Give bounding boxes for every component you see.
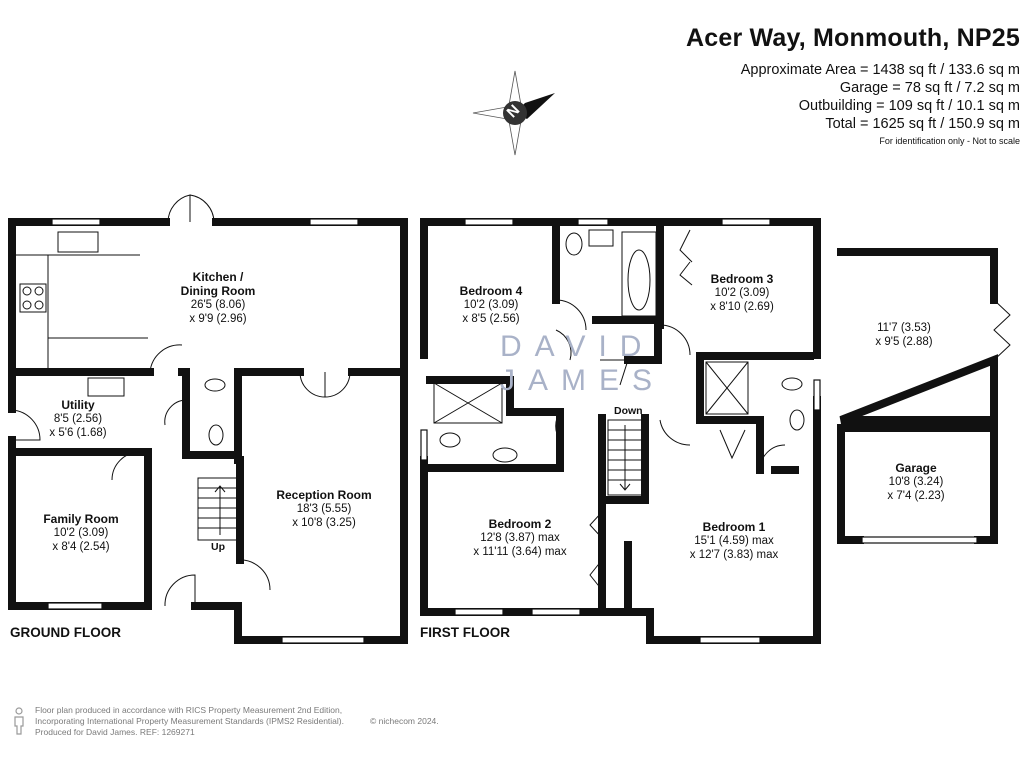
property-title: Acer Way, Monmouth, NP25 bbox=[685, 24, 1020, 52]
copyright: © nichecom 2024. bbox=[370, 716, 439, 726]
kitchen-sink bbox=[58, 232, 98, 252]
bath bbox=[622, 232, 656, 316]
room-utility: Utility 8'5 (2.56) x 5'6 (1.68) bbox=[49, 398, 107, 439]
patio-door-swing bbox=[168, 195, 214, 222]
room-outbuilding: 11'7 (3.53) x 9'5 (2.88) bbox=[875, 322, 933, 348]
wc-toilet bbox=[209, 425, 223, 445]
footer-disclaimer: Floor plan produced in accordance with RICS Property Measurement 2nd Edition, Incorporating International Property Measurement Standards (IPMS2 Residential). Produced for David James. REF: 1269271 © nichecom 2024. bbox=[35, 705, 439, 737]
wc-wall bbox=[186, 372, 238, 460]
bathroom-toilet bbox=[566, 233, 582, 255]
shower-room-toilet bbox=[440, 433, 460, 447]
wc-basin bbox=[205, 379, 225, 391]
stairs-down-label: Down bbox=[614, 405, 643, 417]
room-family: Family Room 10'2 (3.09) x 8'4 (2.54) bbox=[43, 512, 119, 553]
room-kitchen: Kitchen / Dining Room 26'5 (8.06) x 9'9 (2.96) bbox=[180, 270, 256, 325]
room-bedroom-4: Bedroom 4 10'2 (3.09) x 8'5 (2.56) bbox=[459, 284, 523, 325]
bathroom-basin bbox=[589, 230, 613, 246]
first-floor-label: FIRST FLOOR bbox=[420, 625, 510, 640]
room-bedroom-3: Bedroom 3 10'2 (3.09) x 8'10 (2.69) bbox=[710, 272, 774, 313]
identification-note: For identification only - Not to scale bbox=[879, 136, 1020, 146]
area-total: Total = 1625 sq ft / 150.9 sq m bbox=[825, 116, 1020, 132]
compass-north-letter: N bbox=[503, 101, 524, 122]
room-reception: Reception Room 18'3 (5.55) x 10'8 (3.25) bbox=[276, 488, 372, 529]
area-garage: Garage = 78 sq ft / 7.2 sq m bbox=[839, 80, 1020, 96]
room-garage: Garage 10'8 (3.24) x 7'4 (2.23) bbox=[887, 461, 945, 502]
room-bedroom-1: Bedroom 1 15'1 (4.59) max x 12'7 (3.83) max bbox=[689, 520, 779, 561]
area-summary bbox=[741, 61, 1020, 133]
watermark-j: JAMES bbox=[500, 364, 666, 397]
area-outbuilding: Outbuilding = 109 sq ft / 10.1 sq m bbox=[798, 98, 1020, 114]
stairs-up-label: Up bbox=[211, 541, 225, 553]
utility-sink bbox=[88, 378, 124, 396]
person-icon bbox=[12, 707, 26, 735]
area-approx: Approximate Area = 1438 sq ft / 133.6 sq m bbox=[740, 62, 1020, 78]
ground-stairs bbox=[198, 478, 238, 540]
ground-floor-label: GROUND FLOOR bbox=[10, 625, 121, 640]
room-bedroom-2: Bedroom 2 12'8 (3.87) max x 11'11 (3.64) max bbox=[473, 517, 567, 558]
watermark-d: DAVID bbox=[500, 330, 655, 363]
